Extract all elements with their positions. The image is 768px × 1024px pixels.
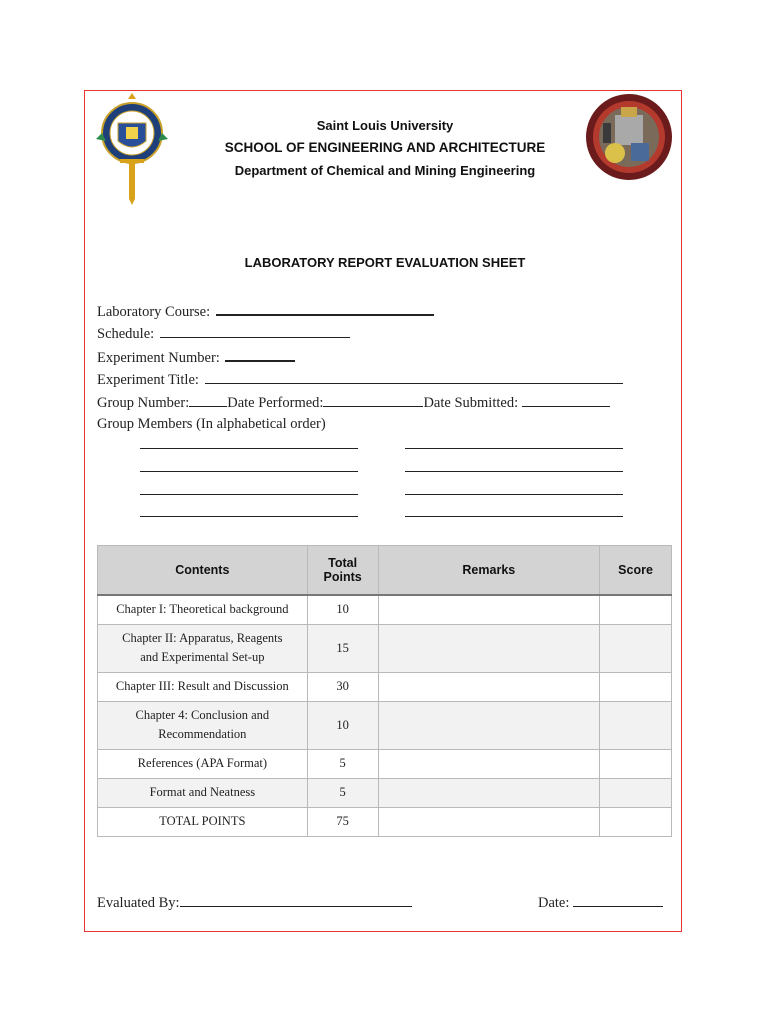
member-line[interactable]: [140, 471, 358, 472]
row-content-line2: Recommendation: [158, 727, 247, 741]
row-content: [98, 749, 308, 778]
row-score-cell[interactable]: [600, 624, 672, 672]
table-total-row: [98, 807, 672, 836]
row-content-line1: References (APA Format): [137, 756, 268, 770]
row-content: [98, 624, 308, 672]
evaluated-by-row: [97, 890, 412, 912]
row-remarks-cell[interactable]: [378, 807, 600, 836]
evaluated-by-label: Evaluated By:: [97, 895, 180, 911]
group-members-row: [97, 413, 667, 436]
table-row: [98, 595, 672, 624]
row-content-line1: Format and Neatness: [149, 785, 256, 799]
row-content-line1: Chapter 4: Conclusion and: [135, 708, 270, 722]
row-points: 10: [307, 701, 378, 749]
sheet-title: LABORATORY REPORT EVALUATION SHEET: [244, 255, 526, 270]
row-content-line1: Chapter III: Result and Discussion: [115, 679, 289, 693]
lab-course-label: Laboratory Course:: [97, 304, 211, 320]
group-date-row: [97, 390, 667, 413]
row-points: 5: [307, 778, 378, 807]
row-score-cell[interactable]: [600, 595, 672, 624]
header-score: Score: [600, 546, 672, 596]
table-row: [98, 778, 672, 807]
table-header-row: [98, 546, 672, 596]
row-remarks-cell[interactable]: [378, 672, 600, 701]
experiment-number-row: [97, 344, 667, 367]
row-points: 15: [307, 624, 378, 672]
header-total-line2: Points: [323, 570, 362, 584]
date-performed-field[interactable]: [323, 390, 423, 407]
row-score-cell[interactable]: [600, 672, 672, 701]
experiment-title-label: Experiment Title:: [97, 372, 199, 388]
row-remarks-cell[interactable]: [378, 749, 600, 778]
row-content: [98, 672, 308, 701]
row-score-cell[interactable]: [600, 701, 672, 749]
row-points: 30: [307, 672, 378, 701]
school-seal-logo: [585, 93, 673, 181]
table-row: [98, 624, 672, 672]
row-points: 5: [307, 749, 378, 778]
row-content-line2: and Experimental Set-up: [140, 650, 265, 664]
member-line[interactable]: [405, 448, 623, 449]
date-field[interactable]: [573, 890, 663, 907]
row-remarks-cell[interactable]: [378, 701, 600, 749]
member-line[interactable]: [140, 448, 358, 449]
group-members-label: Group Members (In alphabetical order): [97, 416, 326, 432]
date-performed-label: Date Performed:: [227, 395, 324, 411]
schedule-label: Schedule:: [97, 326, 155, 342]
header-total-points: [307, 546, 378, 596]
member-line[interactable]: [405, 494, 623, 495]
row-remarks-cell[interactable]: [378, 624, 600, 672]
date-submitted-field[interactable]: [522, 390, 610, 407]
schedule-row: [97, 321, 667, 344]
table-row: [98, 672, 672, 701]
department-name: Department of Chemical and Mining Engineering: [234, 163, 536, 178]
row-score-cell[interactable]: [600, 778, 672, 807]
header-contents: Contents: [98, 546, 308, 596]
row-content-line1: Chapter II: Apparatus, Reagents: [122, 631, 283, 645]
row-points: 10: [307, 595, 378, 624]
experiment-title-field[interactable]: [205, 367, 623, 384]
university-name: Saint Louis University: [316, 118, 454, 133]
experiment-number-field[interactable]: [225, 344, 295, 362]
row-content: [98, 778, 308, 807]
row-remarks-cell[interactable]: [378, 595, 600, 624]
experiment-number-label: Experiment Number:: [97, 350, 220, 366]
schedule-field[interactable]: [160, 321, 350, 338]
group-number-label: Group Number:: [97, 395, 190, 411]
row-points: 75: [307, 807, 378, 836]
school-name: SCHOOL OF ENGINEERING AND ARCHITECTURE: [224, 140, 546, 155]
header-remarks: Remarks: [378, 546, 600, 596]
table-row: [98, 749, 672, 778]
lab-course-field[interactable]: [216, 298, 434, 316]
member-line[interactable]: [405, 516, 623, 517]
row-score-cell[interactable]: [600, 807, 672, 836]
evaluated-by-field[interactable]: [180, 890, 412, 907]
date-label: Date:: [538, 895, 570, 911]
row-content: [98, 595, 308, 624]
member-line[interactable]: [405, 471, 623, 472]
row-content-line1: Chapter I: Theoretical background: [116, 602, 289, 617]
member-line[interactable]: [140, 516, 358, 517]
row-content: [98, 701, 308, 749]
date-submitted-label: Date Submitted:: [423, 395, 519, 411]
experiment-title-row: [97, 367, 667, 390]
lab-course-row: [97, 298, 667, 321]
group-number-field[interactable]: [189, 390, 227, 407]
row-content-line1: TOTAL POINTS: [159, 814, 246, 828]
evaluation-table: [97, 545, 672, 837]
row-score-cell[interactable]: [600, 749, 672, 778]
member-line[interactable]: [140, 494, 358, 495]
header-total-line1: Total: [328, 556, 358, 570]
row-content: [98, 807, 308, 836]
table-row: [98, 701, 672, 749]
university-seal-logo: [96, 93, 168, 205]
date-row: [538, 890, 663, 912]
row-remarks-cell[interactable]: [378, 778, 600, 807]
report-info-form: [97, 298, 667, 436]
